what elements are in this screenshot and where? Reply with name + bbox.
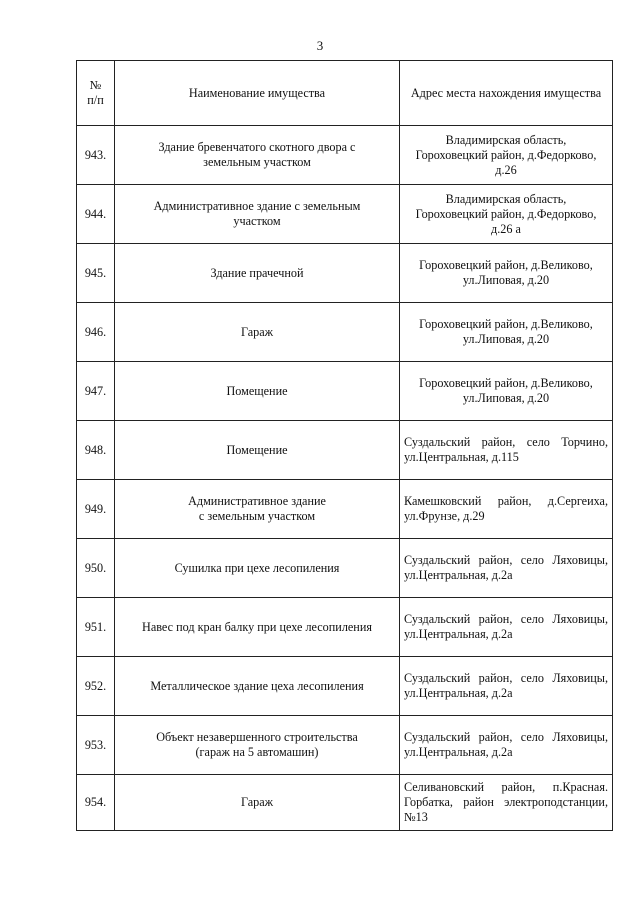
property-name-line: Сушилка при цехе лесопиления bbox=[174, 560, 340, 575]
property-address bbox=[400, 362, 613, 421]
property-address-line: Суздальский район, село Ляховицы, bbox=[404, 730, 608, 744]
table-row bbox=[77, 480, 613, 539]
property-name bbox=[115, 716, 400, 775]
property-name-line: Административное здание bbox=[188, 494, 326, 508]
property-address-line: ул.Центральная, д.2а bbox=[404, 745, 513, 759]
property-name-line: с земельным участком bbox=[198, 509, 316, 523]
property-name bbox=[115, 657, 400, 716]
row-number: 947. bbox=[77, 362, 115, 421]
property-name-line: Металлическое здание цеха лесопиления bbox=[150, 678, 364, 693]
property-address-line: Гороховецкий район, д.Великово, bbox=[419, 258, 593, 272]
property-name bbox=[115, 480, 400, 539]
table-row bbox=[77, 421, 613, 480]
table-row bbox=[77, 775, 613, 831]
header-property-name: Наименование имущества bbox=[115, 61, 400, 126]
property-name bbox=[115, 539, 400, 598]
property-name-line: Объект незавершенного строительства bbox=[156, 730, 358, 744]
table-row bbox=[77, 244, 613, 303]
property-name-line: Здание бревенчатого скотного двора с bbox=[158, 140, 356, 154]
property-address-line: ул.Липовая, д.20 bbox=[462, 332, 550, 346]
row-number: 953. bbox=[77, 716, 115, 775]
property-name bbox=[115, 185, 400, 244]
row-number: 950. bbox=[77, 539, 115, 598]
property-address-line: д.26 bbox=[495, 162, 517, 177]
row-number: 946. bbox=[77, 303, 115, 362]
property-address-line: ул.Центральная, д.115 bbox=[404, 450, 519, 464]
property-name-line: участком bbox=[233, 214, 281, 228]
property-address bbox=[400, 539, 613, 598]
property-address bbox=[400, 480, 613, 539]
property-name bbox=[115, 244, 400, 303]
property-name-line: Помещение bbox=[226, 383, 288, 398]
property-address-line: ул.Фрунзе, д.29 bbox=[404, 509, 485, 523]
property-address-line: ул.Липовая, д.20 bbox=[462, 273, 550, 287]
property-name-line: Помещение bbox=[226, 442, 288, 457]
page-number: 3 bbox=[316, 38, 324, 53]
property-address bbox=[400, 775, 613, 831]
property-address bbox=[400, 185, 613, 244]
property-name bbox=[115, 775, 400, 831]
row-number: 949. bbox=[77, 480, 115, 539]
row-number: 945. bbox=[77, 244, 115, 303]
property-name-line: земельным участком bbox=[203, 155, 311, 169]
property-address-line: Суздальский район, село Ляховицы, bbox=[404, 671, 608, 685]
row-number: 951. bbox=[77, 598, 115, 657]
property-name-line: Административное здание с земельным bbox=[153, 199, 361, 213]
row-number: 948. bbox=[77, 421, 115, 480]
property-address-line: Гороховецкий район, д.Великово, bbox=[419, 376, 593, 390]
property-name-line: Навес под кран балку при цехе лесопиления bbox=[142, 619, 372, 634]
property-address-line: ул.Центральная, д.2а bbox=[404, 686, 513, 700]
property-address bbox=[400, 244, 613, 303]
property-address-line: Владимирская область, bbox=[445, 191, 567, 206]
property-address-line: Гороховецкий район, д.Федорково, bbox=[415, 147, 597, 162]
property-address bbox=[400, 126, 613, 185]
property-address bbox=[400, 657, 613, 716]
table-row bbox=[77, 185, 613, 244]
table-row bbox=[77, 362, 613, 421]
property-address bbox=[400, 421, 613, 480]
table-row bbox=[77, 539, 613, 598]
table-row bbox=[77, 303, 613, 362]
property-name bbox=[115, 303, 400, 362]
property-address-line: д.26 а bbox=[491, 221, 521, 236]
row-number: 944. bbox=[77, 185, 115, 244]
property-name-line: Здание прачечной bbox=[210, 265, 304, 280]
property-address-line: ул.Центральная, д.2а bbox=[404, 627, 513, 641]
property-address-line: Гороховецкий район, д.Великово, bbox=[419, 317, 593, 331]
property-address bbox=[400, 598, 613, 657]
row-number: 954. bbox=[77, 775, 115, 831]
property-address bbox=[400, 303, 613, 362]
table-header-row bbox=[77, 61, 613, 126]
header-property-address: Адрес места нахождения имущества bbox=[400, 61, 613, 126]
property-name bbox=[115, 598, 400, 657]
property-address-line: ул.Липовая, д.20 bbox=[462, 391, 550, 405]
row-number: 952. bbox=[77, 657, 115, 716]
table-row bbox=[77, 657, 613, 716]
property-address-line: Горбатка, район электроподстанции, bbox=[404, 795, 608, 809]
property-address-line: Гороховецкий район, д.Федорково, bbox=[415, 206, 597, 221]
property-name-line: (гараж на 5 автомашин) bbox=[195, 745, 319, 759]
property-name-line: Гараж bbox=[240, 795, 274, 809]
property-name bbox=[115, 421, 400, 480]
property-address-line: Селивановский район, п.Красная. bbox=[404, 780, 608, 794]
property-address-line: Камешковский район, д.Сергеиха, bbox=[404, 494, 608, 508]
property-name bbox=[115, 126, 400, 185]
table-row bbox=[77, 716, 613, 775]
property-address-line: ул.Центральная, д.2а bbox=[404, 568, 513, 582]
property-name bbox=[115, 362, 400, 421]
table-row bbox=[77, 126, 613, 185]
property-address-line: Суздальский район, село Ляховицы, bbox=[404, 612, 608, 626]
table-row bbox=[77, 598, 613, 657]
property-address-line: №13 bbox=[404, 810, 428, 824]
property-registry-table bbox=[76, 60, 613, 831]
property-address-line: Суздальский район, село Ляховицы, bbox=[404, 553, 608, 567]
property-address-line: Суздальский район, село Торчино, bbox=[404, 435, 608, 449]
property-address-line: Владимирская область, bbox=[445, 132, 567, 147]
property-address bbox=[400, 716, 613, 775]
property-name-line: Гараж bbox=[240, 324, 274, 339]
header-number: № п/п bbox=[77, 61, 115, 126]
row-number: 943. bbox=[77, 126, 115, 185]
